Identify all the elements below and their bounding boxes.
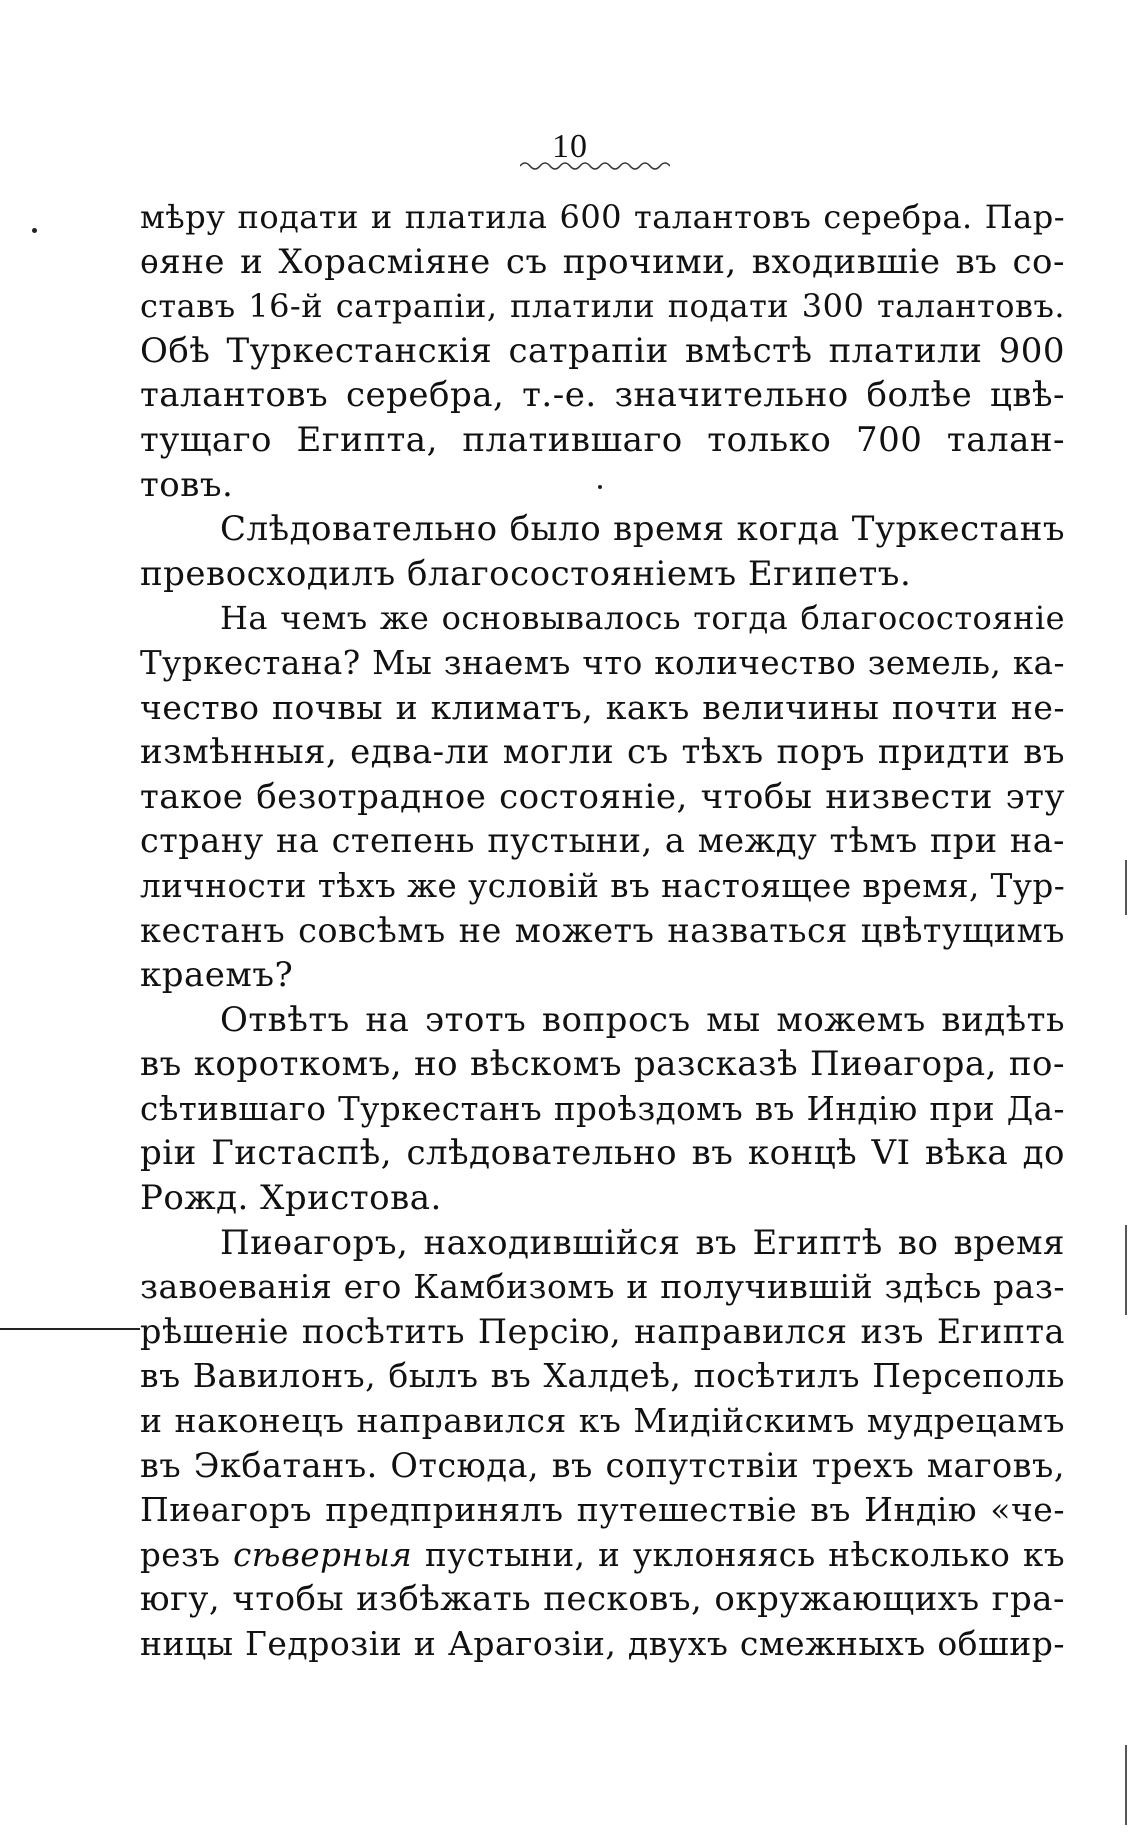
wavy-rule-ornament (520, 160, 670, 172)
text-line: такое безотрадное состояніе, чтобы низвести эту (140, 776, 1065, 817)
body-text (140, 195, 1065, 1667)
text-line: чество почвы и климатъ, какъ величины почти не- (140, 687, 1065, 727)
page-edge-mark (1125, 1745, 1127, 1825)
text-line: завоеванія его Камбизомъ и получившій здѣсь раз- (140, 1267, 1065, 1307)
text-line: личности тѣхъ же условій въ настоящее время, Тур- (140, 866, 1066, 905)
text-line: товъ. (140, 464, 234, 505)
text-line: ѳяне и Хорасміяне съ прочими, входившіе въ со- (140, 241, 1065, 282)
text-line: На чемъ же основывалось тогда благосостояніе (220, 599, 1065, 638)
margin-rule (0, 1328, 140, 1330)
text-line: Обѣ Туркестанскія сатрапіи вмѣстѣ платили 900 (140, 330, 1065, 371)
italic-emphasis: сѣверныя (233, 1535, 413, 1574)
text-line: Туркестана? Мы знаемъ что количество земель, ка- (140, 643, 1065, 682)
text-line: въ Вавилонъ, былъ въ Халдеѣ, посѣтилъ Персеполь (140, 1356, 1065, 1396)
text-segment: резъ (140, 1535, 234, 1574)
margin-dot (32, 228, 37, 233)
page-edge-mark (1125, 860, 1127, 915)
text-line: мѣру подати и платила 600 талантовъ серебра. Пар- (140, 198, 1065, 236)
text-line: Отвѣтъ на этотъ вопросъ мы можемъ видѣть (220, 999, 1065, 1040)
page-number: 10 (552, 128, 588, 165)
text-line: краемъ? (140, 955, 294, 996)
text-line: Слѣдовательно было время когда Туркестанъ (220, 509, 1065, 550)
text-line: сѣтившаго Туркестанъ проѣздомъ въ Индію при Да- (140, 1089, 1065, 1128)
text-line: въ Экбатанъ. Отсюда, въ сопутствіи трехъ маговъ, (140, 1445, 1065, 1485)
text-line (140, 1533, 1065, 1578)
text-line: страну на степень пустыни, а между тѣмъ при на- (140, 821, 1065, 861)
text-line: талантовъ серебра, т.-е. значительно болѣе цвѣ- (140, 375, 1065, 416)
text-line: превосходилъ благосостояніемъ Египетъ. (140, 553, 912, 594)
text-line: тущаго Египта, платившаго только 700 талан- (140, 419, 1065, 460)
text-segment: пустыни, и уклоняясь нѣсколько къ (412, 1535, 1065, 1574)
text-line: кестанъ совсѣмъ не можетъ назваться цвѣтущимъ (140, 910, 1065, 950)
text-line: и наконецъ направился къ Мидійскимъ мудрецамъ (140, 1401, 1065, 1441)
text-line: ставъ 16-й сатрапіи, платили подати 300 талантовъ. (140, 287, 1065, 326)
text-line: югу, чтобы избѣжать песковъ, окружающихъ гра- (140, 1579, 1065, 1620)
text-line: Рожд. Христова. (140, 1178, 442, 1219)
text-line: Пиѳагоръ предпринялъ путешествіе въ Индію «че- (140, 1490, 1065, 1530)
text-line: ріи Гистаспѣ, слѣдовательно въ концѣ VI вѣка до (140, 1133, 1065, 1174)
text-line: измѣнныя, едва-ли могли съ тѣхъ поръ придти въ (140, 732, 1065, 773)
text-line: въ короткомъ, но вѣскомъ разсказѣ Пиѳагора, по- (140, 1044, 1065, 1085)
text-line: рѣшеніе посѣтить Персію, направился изъ Египта (140, 1311, 1065, 1351)
page-edge-mark (1125, 1225, 1127, 1315)
text-line: ницы Гедрозіи и Арагозіи, двухъ смежныхъ обшир- (140, 1624, 1065, 1663)
text-line: Пиѳагоръ, находившійся въ Египтѣ во время (220, 1222, 1065, 1263)
